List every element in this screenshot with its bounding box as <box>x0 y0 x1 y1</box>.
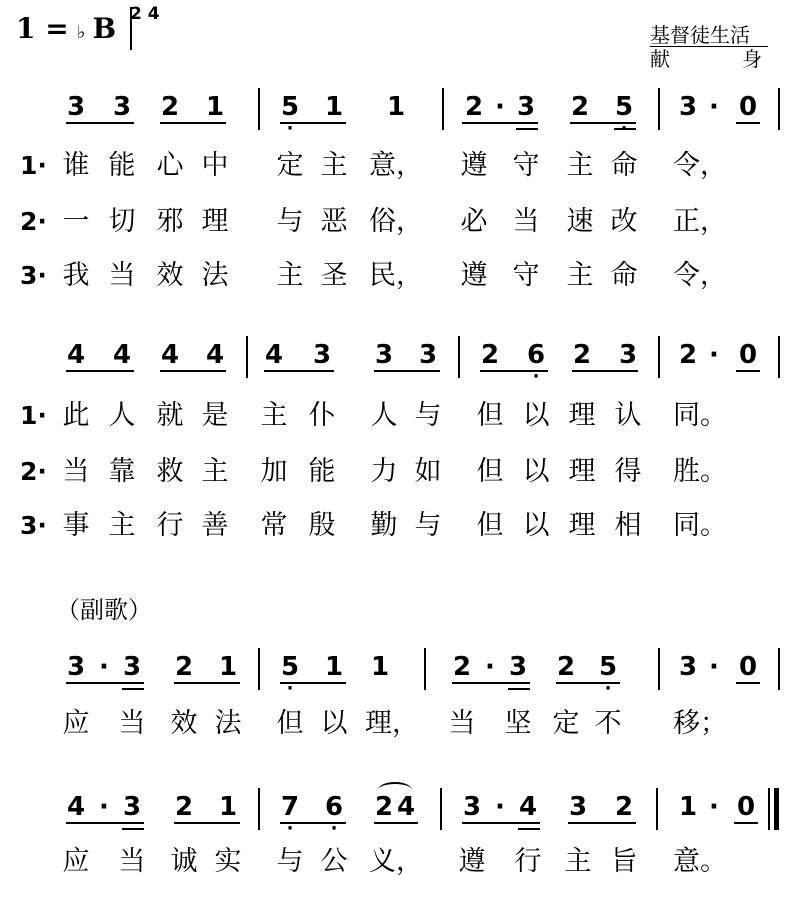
lyric-char: 应 <box>62 708 90 739</box>
low-octave-dot-icon: · <box>330 818 338 839</box>
note: 0 <box>738 652 758 682</box>
note: 3 <box>66 652 86 682</box>
low-octave-dot-icon: · <box>286 818 294 839</box>
lyric-char: 效 <box>170 708 198 739</box>
note: 1 <box>324 92 344 122</box>
note: 2 <box>160 92 180 122</box>
underline-beam <box>174 822 240 824</box>
lyric-char: 谁 <box>62 150 90 181</box>
note: 2 <box>374 792 394 822</box>
underline-beam-double <box>122 688 144 690</box>
lyric-char: 主 <box>108 510 136 541</box>
lyric-char: 改 <box>610 206 638 237</box>
lyric-row-verse-2 <box>0 456 792 496</box>
lyric-char: 遵 <box>460 150 488 181</box>
lyric-char: 就 <box>156 400 184 431</box>
lyric-char: 勤 <box>370 510 398 541</box>
barline <box>246 336 248 378</box>
lyric-char: 不 <box>594 708 622 739</box>
underline-beam <box>736 122 760 124</box>
lyric-char: 以 <box>522 456 550 487</box>
underline-beam-double <box>122 828 144 830</box>
lyric-char: 令， <box>673 150 727 181</box>
note: 4 <box>264 340 284 370</box>
lyric-char: 守 <box>512 150 540 181</box>
note: 0 <box>736 792 756 822</box>
underline-beam <box>462 822 540 824</box>
barline <box>258 788 260 830</box>
lyric-char: 以 <box>522 400 550 431</box>
lyric-char: 人 <box>370 400 398 431</box>
verse-number: 3· <box>20 511 47 540</box>
lyric-char: 诚 <box>170 846 198 877</box>
underline-beam <box>452 682 530 684</box>
lyric-char: 救 <box>156 456 184 487</box>
barline <box>658 88 660 130</box>
lyric-char: 定 <box>276 150 304 181</box>
lyric-char: 速 <box>566 206 594 237</box>
note: · <box>495 92 505 122</box>
lyric-char: 与 <box>276 846 304 877</box>
slur-icon <box>378 782 412 798</box>
lyric-char: 公 <box>320 846 348 877</box>
note: 0 <box>738 92 758 122</box>
lyric-char: 效 <box>156 260 184 291</box>
lyric-char: 理， <box>365 708 419 739</box>
lyric-char: 令， <box>673 260 727 291</box>
lyric-char: 靠 <box>108 456 136 487</box>
lyric-char: 是 <box>201 400 229 431</box>
lyric-char: 仆 <box>308 400 336 431</box>
final-barline-thin <box>768 788 770 830</box>
lyric-char: 恶 <box>320 206 348 237</box>
lyric-char: 守 <box>512 260 540 291</box>
barline <box>424 648 426 690</box>
note: 2 <box>556 652 576 682</box>
note: 4 <box>66 340 86 370</box>
lyric-char: 遵 <box>460 260 488 291</box>
underline-beam <box>174 682 240 684</box>
lyric-row-verse-1 <box>0 400 792 440</box>
lyric-char: 但 <box>276 708 304 739</box>
underline-beam <box>734 822 758 824</box>
note: 2 <box>570 92 590 122</box>
lyric-char: 殷 <box>308 510 336 541</box>
note: 1 <box>324 652 344 682</box>
underline-beam <box>66 122 134 124</box>
barline <box>778 336 780 378</box>
lyric-char: 应 <box>62 846 90 877</box>
lyric-char: 理 <box>568 510 596 541</box>
note: · <box>495 792 505 822</box>
note: · <box>99 652 109 682</box>
low-octave-dot-icon: · <box>286 678 294 699</box>
underline-beam <box>66 682 144 684</box>
lyric-char: 命 <box>610 260 638 291</box>
verse-number: 2· <box>20 457 47 486</box>
note: 3 <box>516 92 536 122</box>
note: 5 · <box>614 92 634 139</box>
underline-beam <box>556 682 620 684</box>
category-left: 献 <box>650 47 670 71</box>
barline <box>656 788 658 830</box>
verse-number: 1· <box>20 151 47 180</box>
lyric-char: 心 <box>156 150 184 181</box>
lyric-row-chorus-1 <box>0 708 792 748</box>
lyric-char: 我 <box>62 260 90 291</box>
note: 3 <box>112 92 132 122</box>
lyric-char: 主 <box>320 150 348 181</box>
underline-beam <box>160 122 226 124</box>
lyric-char: 能 <box>108 150 136 181</box>
lyric-char: 当 <box>118 846 146 877</box>
low-octave-dot-icon: · <box>286 118 294 139</box>
lyric-char: 但 <box>476 400 504 431</box>
lyric-char: 力 <box>370 456 398 487</box>
lyric-char: 俗， <box>369 206 423 237</box>
note: 2 <box>174 792 194 822</box>
note: 3 <box>508 652 528 682</box>
note: 1 <box>218 652 238 682</box>
note: 4 <box>160 340 180 370</box>
note: 5 · <box>280 92 300 139</box>
note: 2 <box>572 340 592 370</box>
lyric-char: 当 <box>118 708 146 739</box>
barline <box>258 88 260 130</box>
note: 2 <box>614 792 634 822</box>
note: 4 <box>396 792 416 822</box>
lyric-char: 得 <box>614 456 642 487</box>
note: 1 <box>678 792 698 822</box>
barline <box>458 336 460 378</box>
lyric-char: 主 <box>566 150 594 181</box>
low-octave-dot-icon: · <box>532 366 540 387</box>
note: 2 <box>480 340 500 370</box>
time-denominator: 4 <box>147 4 160 24</box>
note: 7 · <box>280 792 300 839</box>
underline-beam-double <box>614 128 636 130</box>
lyric-char: 当 <box>512 206 540 237</box>
chorus-label: （副歌） <box>56 596 152 624</box>
staff-line-1 <box>0 88 792 138</box>
note: · <box>709 92 719 122</box>
note: 3 <box>66 92 86 122</box>
underline-beam <box>572 370 638 372</box>
note: 3 <box>678 92 698 122</box>
verse-number: 2· <box>20 207 47 236</box>
lyric-char: 与 <box>276 206 304 237</box>
barline <box>442 88 444 130</box>
staff-line-2 <box>0 336 792 386</box>
lyric-char: 主 <box>201 456 229 487</box>
lyric-char: 主 <box>566 260 594 291</box>
verse-number: 1· <box>20 401 47 430</box>
note: 4 <box>205 340 225 370</box>
underline-beam <box>280 682 346 684</box>
lyric-char: 中 <box>201 150 229 181</box>
lyric-char: 切 <box>108 206 136 237</box>
underline-beam <box>374 822 418 824</box>
note: 1 <box>205 92 225 122</box>
lyric-char: 定 <box>552 708 580 739</box>
lyric-char: 法 <box>201 260 229 291</box>
lyric-char: 同。 <box>673 400 727 431</box>
lyric-char: 加 <box>260 456 288 487</box>
note: 3 <box>418 340 438 370</box>
lyric-char: 实 <box>214 846 242 877</box>
key-signature <box>16 12 116 46</box>
underline-beam-double <box>508 688 530 690</box>
note: · <box>709 792 719 822</box>
lyric-char: 当 <box>108 260 136 291</box>
lyric-char: 认 <box>614 400 642 431</box>
underline-beam <box>736 370 760 372</box>
lyric-char: 如 <box>414 456 442 487</box>
underline-beam <box>264 370 334 372</box>
lyric-char: 与 <box>414 510 442 541</box>
lyric-char: 理 <box>201 206 229 237</box>
lyric-row-verse-3 <box>0 260 792 300</box>
note: 3 <box>374 340 394 370</box>
lyric-char: 但 <box>476 456 504 487</box>
note: 6 · <box>526 340 546 387</box>
lyric-char: 与 <box>414 400 442 431</box>
time-signature <box>130 4 160 24</box>
barline <box>658 336 660 378</box>
lyric-char: 相 <box>614 510 642 541</box>
note: 1 <box>386 92 406 122</box>
lyric-char: 义， <box>369 846 423 877</box>
lyric-char: 当 <box>62 456 90 487</box>
note: · <box>709 652 719 682</box>
underline-beam <box>480 370 548 372</box>
underline-beam-double <box>516 128 538 130</box>
lyric-char: 事 <box>62 510 90 541</box>
note: 3 <box>462 792 482 822</box>
lyric-char: 善 <box>201 510 229 541</box>
note: 3 <box>678 652 698 682</box>
lyric-char: 同。 <box>673 510 727 541</box>
lyric-char: 人 <box>108 400 136 431</box>
lyric-char: 以 <box>522 510 550 541</box>
note: 5 · <box>280 652 300 699</box>
key-prefix: 1 = <box>16 12 79 45</box>
note: 1 <box>218 792 238 822</box>
barline <box>778 88 780 130</box>
barline <box>258 648 260 690</box>
lyric-char: 胜。 <box>673 456 727 487</box>
underline-beam <box>736 682 760 684</box>
underline-beam <box>462 122 538 124</box>
note: 3 <box>568 792 588 822</box>
note: 5 · <box>598 652 618 699</box>
final-barline-thick <box>774 788 779 830</box>
note: 3 <box>122 792 142 822</box>
lyric-char: 意。 <box>673 846 727 877</box>
lyric-char: 主 <box>276 260 304 291</box>
lyric-char: 行 <box>156 510 184 541</box>
lyric-char: 常 <box>260 510 288 541</box>
category-right: 身 <box>742 47 762 71</box>
key-note: B <box>92 12 117 45</box>
lyric-char: 能 <box>308 456 336 487</box>
note: 2 <box>464 92 484 122</box>
lyric-char: 遵 <box>458 846 486 877</box>
note: · <box>709 340 719 370</box>
lyric-char: 法 <box>214 708 242 739</box>
lyric-row-verse-3 <box>0 510 792 550</box>
note: 1 <box>370 652 390 682</box>
underline-beam <box>160 370 226 372</box>
lyric-char: 必 <box>460 206 488 237</box>
lyric-char: 主 <box>564 846 592 877</box>
flat-sign-icon: ♭ <box>77 22 86 43</box>
lyric-row-verse-1 <box>0 150 792 190</box>
note: 2 <box>174 652 194 682</box>
low-octave-dot-icon: · <box>604 678 612 699</box>
underline-beam <box>570 122 636 124</box>
lyric-char: 民， <box>369 260 423 291</box>
fraction-bar <box>130 7 132 50</box>
note: 2 <box>452 652 472 682</box>
underline-beam <box>66 370 134 372</box>
hymnal-name: 基督徒生活 <box>650 23 750 47</box>
note: 4 <box>66 792 86 822</box>
underline-beam <box>568 822 636 824</box>
note: 4 <box>112 340 132 370</box>
lyric-char: 正， <box>673 206 727 237</box>
note: 3 <box>122 652 142 682</box>
lyric-char: 但 <box>476 510 504 541</box>
note: 6 · <box>324 792 344 839</box>
note: · <box>485 652 495 682</box>
underline-beam <box>280 822 346 824</box>
staff-line-4 <box>0 788 792 838</box>
underline-beam <box>66 822 144 824</box>
note: 4 <box>518 792 538 822</box>
note: 3 <box>312 340 332 370</box>
lyric-char: 一 <box>62 206 90 237</box>
lyric-char: 此 <box>62 400 90 431</box>
lyric-row-verse-2 <box>0 206 792 246</box>
note: 0 <box>738 340 758 370</box>
lyric-char: 移； <box>673 708 727 739</box>
lyric-row-chorus-2 <box>0 846 792 886</box>
lyric-char: 命 <box>610 150 638 181</box>
lyric-char: 行 <box>514 846 542 877</box>
lyric-char: 当 <box>448 708 476 739</box>
lyric-char: 圣 <box>320 260 348 291</box>
note: 2 <box>678 340 698 370</box>
lyric-char: 邪 <box>156 206 184 237</box>
note: 3 <box>618 340 638 370</box>
underline-beam <box>280 122 346 124</box>
barline <box>440 788 442 830</box>
lyric-char: 旨 <box>610 846 638 877</box>
underline-beam <box>374 370 440 372</box>
lyric-char: 意， <box>369 150 423 181</box>
barline <box>658 648 660 690</box>
verse-number: 3· <box>20 261 47 290</box>
time-numerator: 2 <box>130 4 142 24</box>
lyric-char: 理 <box>568 456 596 487</box>
lyric-char: 理 <box>568 400 596 431</box>
note: · <box>99 792 109 822</box>
barline <box>778 648 780 690</box>
staff-line-3 <box>0 648 792 698</box>
underline-beam-double <box>518 828 540 830</box>
lyric-char: 主 <box>260 400 288 431</box>
lyric-char: 坚 <box>504 708 532 739</box>
lyric-char: 以 <box>320 708 348 739</box>
low-octave-dot-icon: · <box>620 118 628 139</box>
